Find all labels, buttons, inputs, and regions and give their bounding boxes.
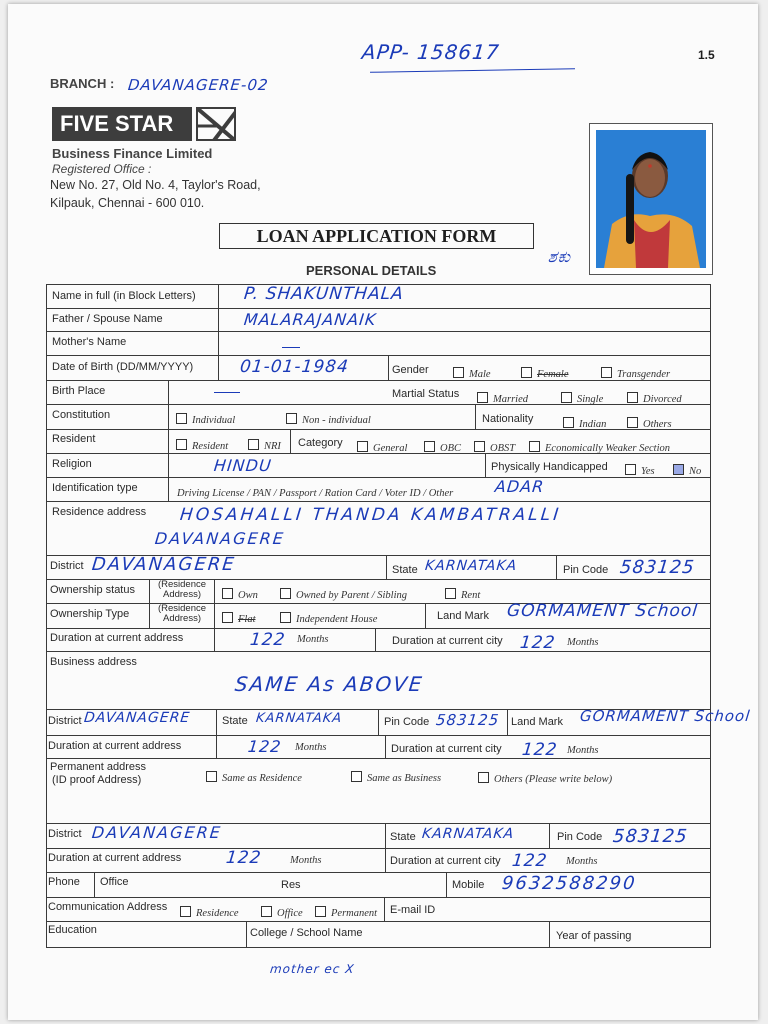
option-comm-residence[interactable]: Residence (180, 903, 239, 921)
label-duration-city: Duration at current city (392, 635, 503, 647)
value-state[interactable]: KARNATAKA (424, 558, 518, 574)
value-perm-district[interactable]: DAVANAGERE (91, 823, 223, 842)
company-address-line2: Kilpauk, Chennai - 600 010. (50, 196, 205, 210)
value-perm-state[interactable]: KARNATAKA (421, 826, 515, 842)
value-name-full[interactable]: P. SHAKUNTHALA (242, 284, 405, 304)
company-name: Business Finance Limited (52, 146, 213, 161)
label-permanent-address: Permanent address (50, 761, 146, 773)
resident-checkbox[interactable] (176, 439, 187, 450)
label-office: Office (100, 876, 129, 888)
option-same-as-residence[interactable]: Same as Residence (206, 768, 302, 786)
transgender-checkbox[interactable] (601, 367, 612, 378)
value-land-mark[interactable]: GORMAMENT School (505, 601, 700, 621)
label-land-mark: Land Mark (437, 610, 489, 622)
value-religion[interactable]: HINDU (213, 456, 273, 475)
yes-checkbox[interactable] (625, 464, 636, 475)
value-perm-dur-address[interactable]: 122 (224, 848, 263, 868)
label-business-pin: Pin Code (384, 716, 430, 728)
option-individual[interactable]: Individual (176, 410, 235, 428)
label-id-type: Identification type (52, 482, 138, 494)
label-gender: Gender (392, 364, 429, 376)
option-same-as-business[interactable]: Same as Business (351, 768, 441, 786)
label-ownership-type: Ownership Type (50, 608, 130, 620)
label-perm-pin: Pin Code (557, 831, 603, 843)
value-business-pin[interactable]: 583125 (435, 711, 501, 729)
obc-checkbox[interactable] (424, 441, 435, 452)
obst-checkbox[interactable] (474, 441, 485, 452)
option-nri[interactable]: NRI (248, 436, 281, 454)
bottom-note: mother ec X (269, 962, 356, 976)
value-duration-address[interactable]: 122 (248, 630, 287, 650)
label-constitution: Constitution (52, 409, 111, 421)
label-business-dur-address: Duration at current address (48, 740, 182, 752)
value-dob[interactable]: 01-01-1984 (238, 357, 350, 377)
months-label-5: Months (290, 855, 322, 866)
flat-checkbox[interactable] (222, 612, 233, 623)
value-business-land-mark[interactable]: GORMAMENT School (579, 707, 752, 725)
female-checkbox[interactable] (521, 367, 532, 378)
option-indian[interactable]: Indian (563, 414, 606, 432)
rent-checkbox[interactable] (445, 588, 456, 599)
months-label-2: Months (567, 637, 599, 648)
mother-dash (282, 347, 300, 348)
comm-permanent-checkbox[interactable] (315, 906, 326, 917)
label-year-of-passing: Year of passing (556, 930, 632, 942)
form-title: LOAN APPLICATION FORM (219, 223, 534, 249)
label-category: Category (298, 437, 343, 449)
value-perm-dur-city[interactable]: 122 (510, 851, 549, 871)
option-non-individual[interactable]: Non - individual (286, 410, 371, 428)
label-dob: Date of Birth (DD/MM/YYYY) (52, 361, 194, 373)
label-college-school: College / School Name (250, 927, 363, 939)
general-checkbox[interactable] (357, 441, 368, 452)
label-email: E-mail ID (390, 904, 436, 916)
married-checkbox[interactable] (477, 392, 488, 403)
option-flat[interactable]: Flat (222, 609, 256, 627)
label-id-proof-address: (ID proof Address) (52, 774, 142, 786)
no-checkbox[interactable] (673, 464, 684, 475)
label-education: Education (48, 924, 97, 936)
id-options: Driving License / PAN / Passport / Ration Card / Voter ID / Other (177, 488, 454, 499)
value-business-district[interactable]: DAVANAGERE (83, 710, 192, 726)
label-phys-handicapped: Physically Handicapped (491, 461, 608, 473)
individual-checkbox[interactable] (176, 413, 187, 424)
same-as-residence-checkbox[interactable] (206, 771, 217, 782)
option-own[interactable]: Own (222, 585, 258, 603)
app-number: APP- 158617 (360, 40, 501, 64)
months-label-3: Months (295, 742, 327, 753)
option-male[interactable]: Male (453, 364, 491, 382)
comm-residence-checkbox[interactable] (180, 906, 191, 917)
label-business-land-mark: Land Mark (511, 716, 563, 728)
applicant-photo (589, 123, 713, 275)
nri-checkbox[interactable] (248, 439, 259, 450)
label-business-district: District (48, 715, 82, 727)
same-as-business-checkbox[interactable] (351, 771, 362, 782)
option-obst[interactable]: OBST (474, 438, 515, 456)
value-mobile[interactable]: 9632588290 (500, 873, 638, 894)
label-mother: Mother's Name (52, 336, 127, 348)
label-perm-district: District (48, 828, 82, 840)
months-label-4: Months (567, 745, 599, 756)
label-business-address: Business address (50, 656, 137, 668)
value-residence-line1[interactable]: HOSAHALLI THANDA KAMBATRALLI (178, 505, 563, 525)
option-comm-permanent[interactable]: Permanent (315, 903, 377, 921)
option-independent-house[interactable]: Independent House (280, 609, 377, 627)
value-business-dur-address[interactable]: 122 (247, 737, 283, 756)
option-general[interactable]: General (357, 438, 407, 456)
value-business-address[interactable]: SAME As ABOVE (233, 672, 425, 696)
label-duration-address: Duration at current address (50, 632, 184, 644)
value-father-spouse[interactable]: MALARAJANAIK (243, 310, 378, 329)
value-business-state[interactable]: KARNATAKA (255, 711, 343, 726)
single-checkbox[interactable] (561, 392, 572, 403)
value-perm-pin[interactable]: 583125 (611, 826, 689, 847)
option-ews[interactable]: Economically Weaker Section (529, 438, 670, 456)
label-nationality: Nationality (482, 413, 534, 425)
company-address-line1: New No. 27, Old No. 4, Taylor's Road, (50, 178, 261, 192)
option-transgender[interactable]: Transgender (601, 364, 670, 382)
value-duration-city[interactable]: 122 (518, 633, 557, 653)
value-district[interactable]: DAVANAGERE (90, 554, 237, 575)
section-title: PERSONAL DETAILS (306, 263, 437, 278)
registered-office-label: Registered Office : (52, 162, 152, 176)
option-others-below[interactable]: Others (Please write below) (478, 769, 612, 787)
label-ownership-status: Ownership status (50, 584, 135, 596)
label-res: Res (281, 879, 301, 891)
label-name-full: Name in full (in Block Letters) (52, 290, 196, 302)
page-number: 1.5 (698, 48, 715, 62)
label-resident: Resident (52, 433, 96, 445)
company-logo: FIVE STAR (52, 107, 192, 141)
male-checkbox[interactable] (453, 367, 464, 378)
label-business-dur-city: Duration at current city (391, 743, 502, 755)
months-label-6: Months (566, 856, 598, 867)
label-perm-dur-city: Duration at current city (390, 855, 501, 867)
ownership-type-sub: (Residence Address) (157, 603, 207, 624)
divorced-checkbox[interactable] (627, 392, 638, 403)
option-married[interactable]: Married (477, 389, 528, 407)
months-label-1: Months (297, 634, 329, 645)
option-resident[interactable]: Resident (176, 436, 228, 454)
branch-value: DAVANAGERE-02 (127, 76, 270, 94)
option-no[interactable]: No (673, 461, 701, 479)
birth-place-dash (214, 392, 240, 393)
ews-checkbox[interactable] (529, 441, 540, 452)
label-state: State (392, 564, 418, 576)
owned-by-parent-checkbox[interactable] (280, 588, 291, 599)
own-checkbox[interactable] (222, 588, 233, 599)
option-rent[interactable]: Rent (445, 585, 480, 603)
value-business-dur-city[interactable]: 122 (520, 740, 559, 760)
label-father-spouse: Father / Spouse Name (52, 313, 163, 325)
label-birth-place: Birth Place (52, 385, 106, 397)
value-id-type[interactable]: ADAR (494, 477, 546, 496)
label-phone: Phone (48, 876, 80, 888)
ownership-status-sub: (Residence Address) (157, 579, 207, 600)
label-business-state: State (222, 715, 248, 727)
others-below-checkbox[interactable] (478, 772, 489, 783)
option-yes[interactable]: Yes (625, 461, 655, 479)
option-obc[interactable]: OBC (424, 438, 461, 456)
branch-label: BRANCH : (50, 76, 115, 91)
label-communication-address: Communication Address (48, 901, 168, 913)
non-individual-checkbox[interactable] (286, 413, 297, 424)
comm-office-checkbox[interactable] (261, 906, 272, 917)
label-district: District (50, 560, 84, 572)
indian-checkbox[interactable] (563, 417, 574, 428)
option-owned-by-parent[interactable]: Owned by Parent / Sibling (280, 585, 407, 603)
independent-house-checkbox[interactable] (280, 612, 291, 623)
logo-mark-icon (196, 107, 236, 141)
label-residence-address: Residence address (52, 506, 147, 518)
label-perm-dur-address: Duration at current address (48, 852, 182, 864)
signature-mark: ಶಕು (547, 247, 573, 266)
option-comm-office[interactable]: Office (261, 903, 303, 921)
option-single[interactable]: Single (561, 389, 603, 407)
label-religion: Religion (52, 458, 92, 470)
option-divorced[interactable]: Divorced (627, 389, 682, 407)
option-others[interactable]: Others (627, 414, 672, 432)
label-mobile: Mobile (452, 879, 485, 891)
option-female[interactable]: Female (521, 364, 569, 382)
label-pin-code: Pin Code (563, 564, 609, 576)
value-residence-line2[interactable]: DAVANAGERE (154, 529, 286, 548)
value-pin-code[interactable]: 583125 (618, 557, 696, 578)
label-perm-state: State (390, 831, 416, 843)
label-marital-status: Martial Status (392, 388, 460, 400)
others-checkbox[interactable] (627, 417, 638, 428)
